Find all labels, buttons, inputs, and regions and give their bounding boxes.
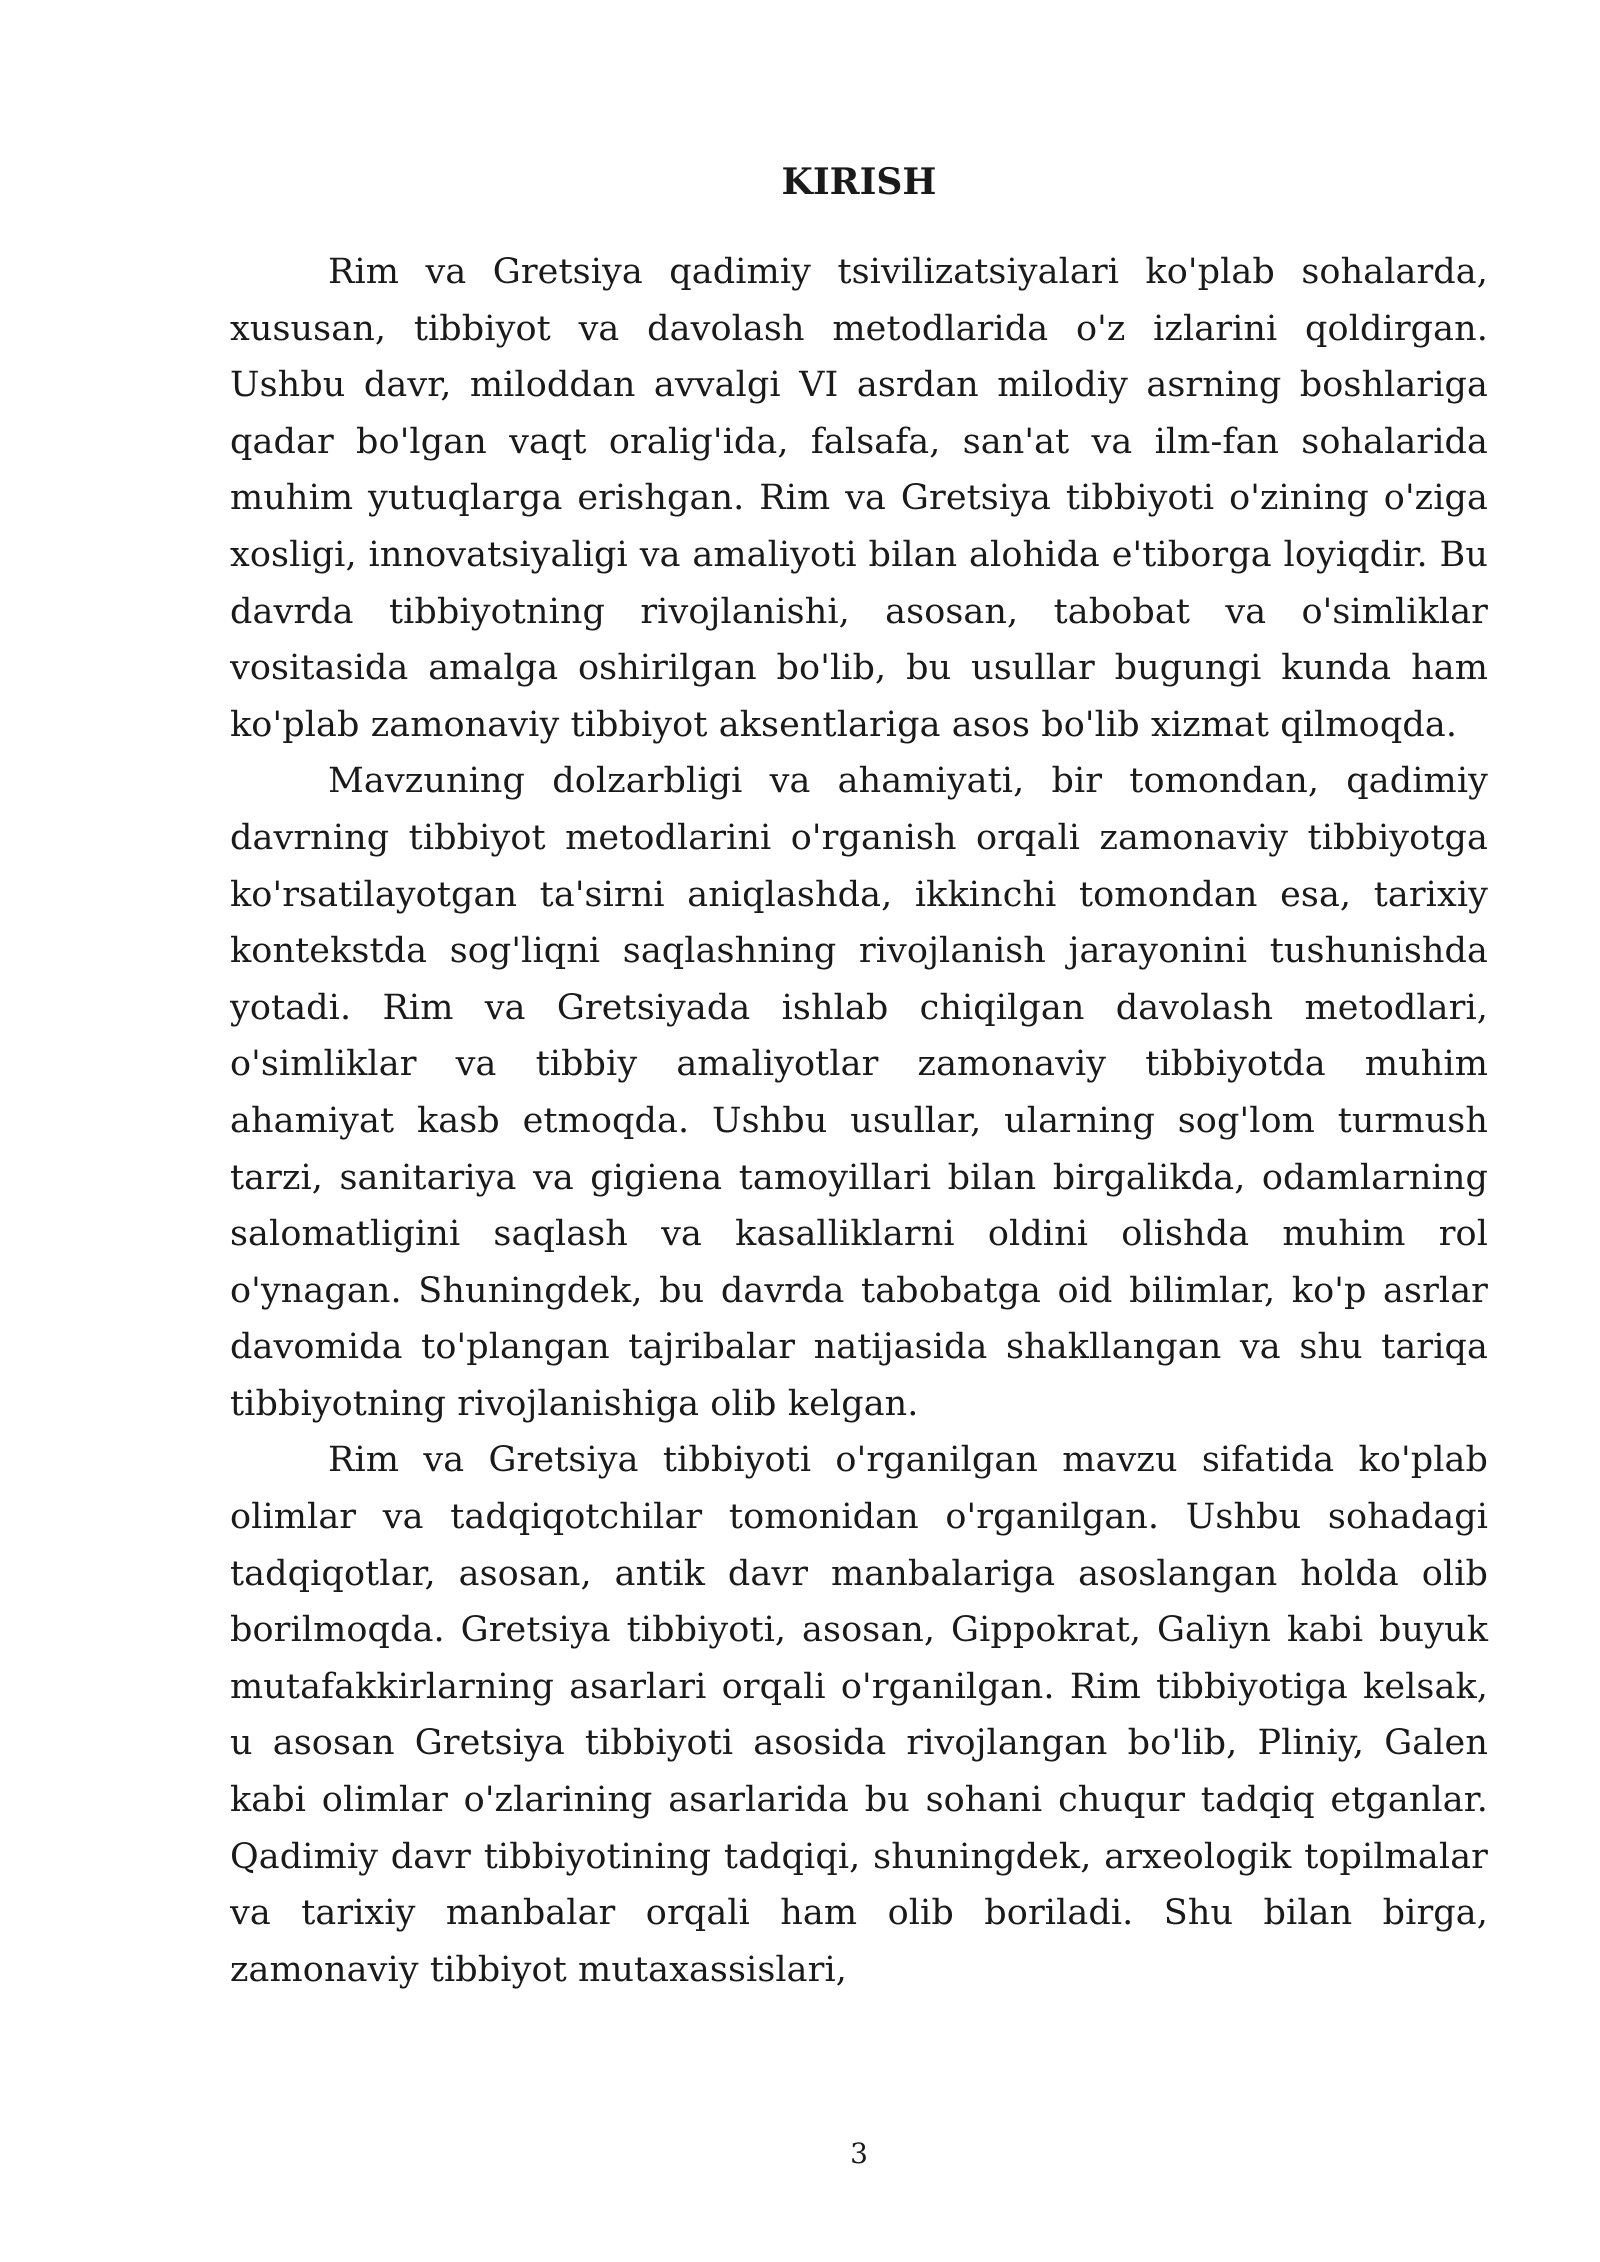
body-text <box>230 244 1488 1998</box>
page-number: 3 <box>850 2137 868 2170</box>
paragraph-1: Rim va Gretsiya qadimiy tsivilizatsiyalari ko'plab sohalarda, xususan, tibbiyot va davolash metodlarida o'z izlarini qoldirgan. Ushbu davr, miloddan avvalgi VI asrdan milodiy asrning boshlariga qadar bo'lgan vaqt oralig'ida, falsafa, san'at va ilm-fan sohalarida muhim yutuqlarga erishgan. Rim va Gretsiya tibbiyoti o'zining o'ziga xosligi, innovatsiyaligi va amaliyoti bilan alohida e'tiborga loyiqdir. Bu davrda tibbiyotning rivojlanishi, asosan, tabobat va o'simliklar vositasida amalga oshirilgan bo'lib, bu usullar bugungi kunda ham ko'plab zamonaviy tibbiyot aksentlariga asos bo'lib xizmat qilmoqda. <box>230 252 1488 745</box>
page-heading: KIRISH <box>781 161 937 203</box>
paragraph-2: Mavzuning dolzarbligi va ahamiyati, bir tomondan, qadimiy davrning tibbiyot metodlarini o'rganish orqali zamonaviy tibbiyotga ko'rsatilayotgan ta'sirni aniqlashda, ikkinchi tomondan esa, tarixiy kontekstda sog'liqni saqlashning rivojlanish jarayonini tushunishda yotadi. Rim va Gretsiyada ishlab chiqilgan davolash metodlari, o'simliklar va tibbiy amaliyotlar zamonaviy tibbiyotda muhim ahamiyat kasb etmoqda. Ushbu usullar, ularning sog'lom turmush tarzi, sanitariya va gigiena tamoyillari bilan birgalikda, odamlarning salomatligini saqlash va kasalliklarni oldini olishda muhim rol o'ynagan. Shuningdek, bu davrda tabobatga oid bilimlar, ko'p asrlar davomida to'plangan tajribalar natijasida shakllangan va shu tariqa tibbiyotning rivojlanishiga olib kelgan. <box>230 761 1488 1424</box>
paragraph-3: Rim va Gretsiya tibbiyoti o'rganilgan mavzu sifatida ko'plab olimlar va tadqiqotchilar tomonidan o'rganilgan. Ushbu sohadagi tadqiqotlar, asosan, antik davr manbalariga asoslangan holda olib borilmoqda. Gretsiya tibbiyoti, asosan, Gippokrat, Galiyn kabi buyuk mutafakkirlarning asarlari orqali o'rganilgan. Rim tibbiyotiga kelsak, u asosan Gretsiya tibbiyoti asosida rivojlangan bo'lib, Pliniy, Galen kabi olimlar o'zlarining asarlarida bu sohani chuqur tadqiq etganlar. Qadimiy davr tibbiyotining tadqiqi, shuningdek, arxeologik topilmalar va tarixiy manbalar orqali ham olib boriladi. Shu bilan birga, zamonaviy tibbiyot mutaxassislari, <box>230 1440 1488 1990</box>
